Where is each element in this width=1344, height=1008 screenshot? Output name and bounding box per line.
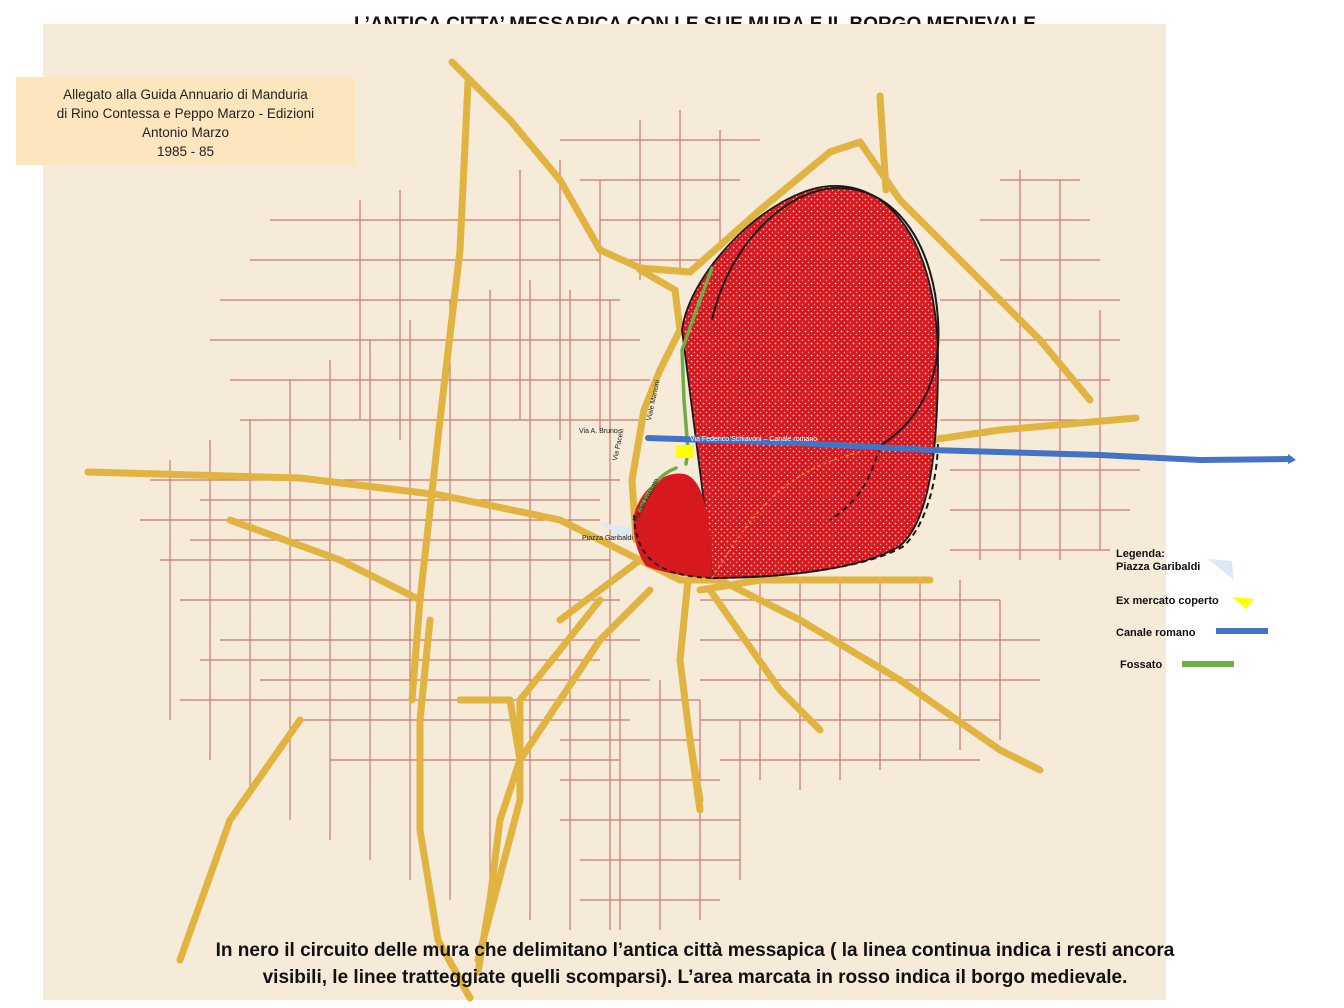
label-via-pacelli: Via Pacelli <box>612 428 626 462</box>
label-via-del-fossato: Via del Fossato <box>632 477 661 524</box>
source-note <box>16 77 355 165</box>
label-via-bruno: Via A. Bruno <box>579 428 618 435</box>
legend-swatch-market <box>1232 597 1254 609</box>
caption <box>120 937 1270 991</box>
legend-item-piazza: Piazza Garibaldi <box>1116 561 1201 573</box>
legend-swatch-moat <box>1182 661 1234 667</box>
medieval-area <box>634 186 939 578</box>
legend-item-moat: Fossato <box>1120 659 1163 671</box>
source-note-line: 1985 - 85 <box>156 144 215 159</box>
legend-item-market: Ex mercato coperto <box>1116 595 1219 607</box>
legend-swatch-piazza <box>1208 559 1234 580</box>
caption-line-1: In nero il circuito delle mura che delimitano l’antica città messapica ( la linea continua indica i resti ancora <box>215 940 1175 961</box>
label-viale-mancini: Viale Mancini <box>646 379 662 422</box>
source-note-line: di Rino Contessa e Peppo Marzo - Edizioni <box>56 106 315 121</box>
legend-title: Legenda: <box>1116 548 1165 560</box>
legend-item-canal: Canale romano <box>1116 627 1196 639</box>
legend <box>1116 547 1316 671</box>
label-canale-romano: Via Federico Schiavoni – Canale romano <box>690 436 818 443</box>
ex-market-marker <box>676 445 694 458</box>
label-piazza-garibaldi: Piazza Garibaldi <box>582 535 633 542</box>
source-note-line: Allegato alla Guida Annuario di Manduria <box>63 87 308 102</box>
canal-arrow-tip <box>1288 454 1296 464</box>
legend-swatch-canal <box>1216 628 1268 634</box>
source-note-line: Antonio Marzo <box>141 125 230 140</box>
caption-line-2: visibili, le linee tratteggiate quelli scomparsi). L’area marcata in rosso indica il borgo medievale. <box>262 967 1128 988</box>
